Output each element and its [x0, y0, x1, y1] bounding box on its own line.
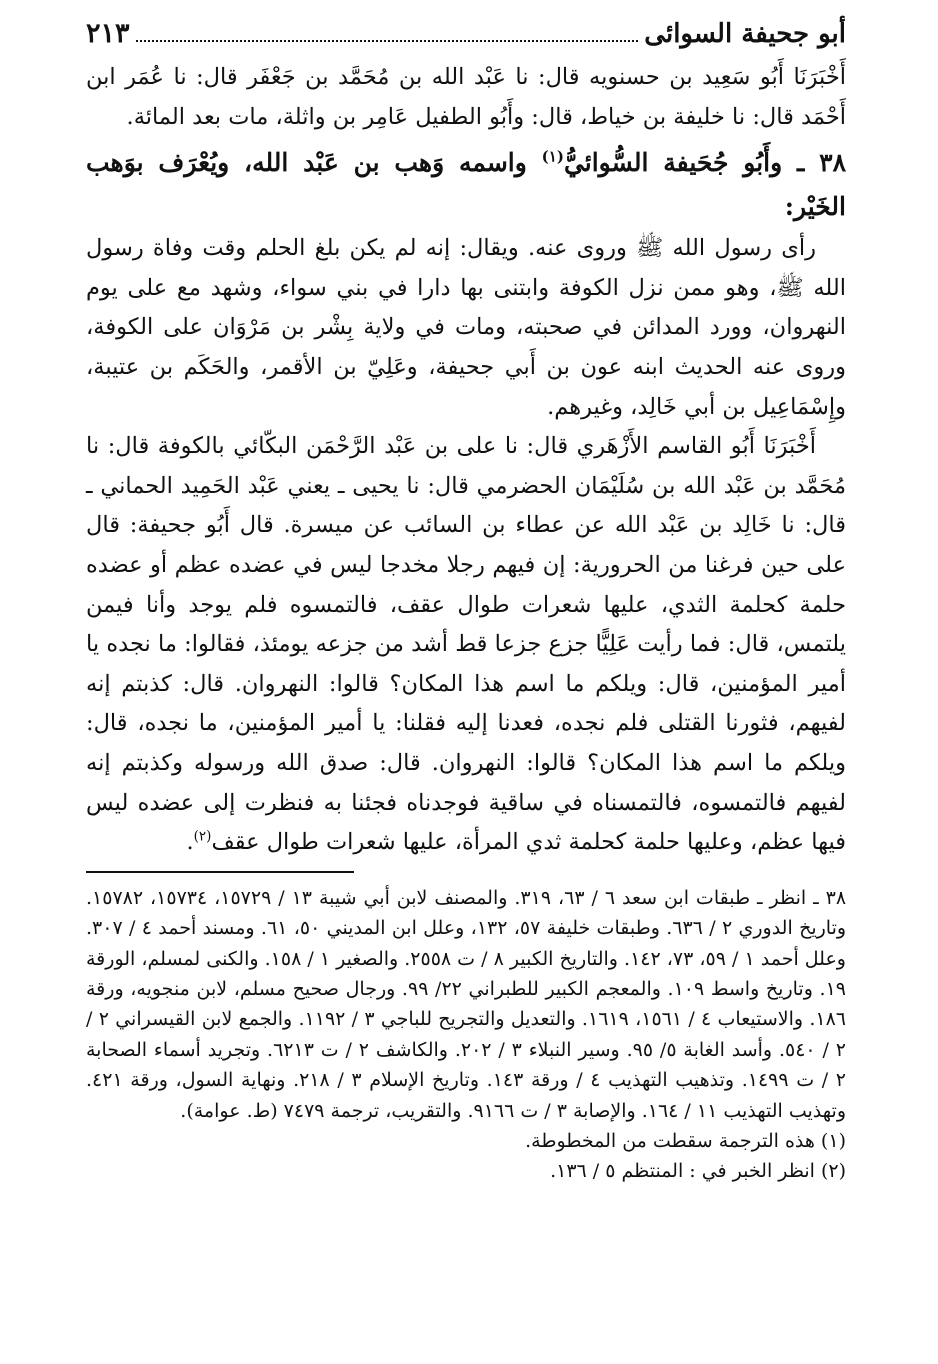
intro-paragraph: أَخْبَرَنَا أَبُو سَعِيد بن حسنويه قال: نا عَبْد الله بن مُحَمَّد بن جَعْفَر قال: نا عُمَر ابن أَحْمَد قال: نا خليفة بن خياط، قال: وأَبُو الطفيل عَامِر بن واثلة، مات بعد المائة.: [86, 64, 846, 130]
biography-paragraph: رأى رسول الله ﷺ وروى عنه. ويقال: إنه لم يكن بلغ الحلم وقت وفاة رسول الله ﷺ، وهو ممن نزل الكوفة وابتنى بها دارا في بني سواء، وشهد مع على يوم النهروان، وورد المدائن في صحبته، ومات في ولاية بِشْر بن مَرْوَان على الكوفة، وروى عنه الحديث ابنه عون بن أَبي جحيفة، وعَلِيّ بن الأقمر، والحَكَم بن عتيبة، وإِسْمَاعِيل بن أبي خَالِد، وغيرهم.: [86, 235, 846, 420]
footnote-ref-1: (١): [541, 147, 564, 166]
book-page: [86, 18, 846, 1187]
hadith-text: أَخْبَرَنَا أَبُو القاسم الأَزْهَري قال: نا على بن عَبْد الرَّحْمَن البكّائي بالكوفة قال: نا مُحَمَّد بن عَبْد الله بن سُلَيْمَان الحضرمي قال: نا يحيى ـ يعني عَبْد الحَمِيد الحماني ـ قال: نا خَالِد بن عَبْد الله عن عطاء بن السائب عن ميسرة. قال أَبُو جحيفة: قال على حين فرغنا من الحرورية: إن فيهم رجلا مخدجا ليس في عضده عظم أو عضده حلمة كحلمة الثدي، عليها شعرات طوال عقف، فالتمسوه فلم يوجد وأنا فيمن يلتمس، قال: فما رأيت عَلِيًّا جزع جزعا قط أشد من جزعه يومئذ، فقالوا: ما نجده يا أمير المؤمنين، قال: ويلكم ما اسم هذا المكان؟ قالوا: النهروان. قال: كذبتم إنه لفيهم، فثورنا القتلى فلم نجده، فعدنا إليه فقلنا: يا أمير المؤمنين، ما نجده، قال: ويلكم ما اسم هذا المكان؟ قالوا: النهروان. قال: صدق الله ورسوله وكذبتم إنه لفيهم فالتمسوه، فالتمسناه في ساقية فوجدناه فجئنا به فنظرت إلى عضده ليس فيها عظم، وعليها حلمة كحلمة ثدي المرأة، عليها شعرات طوال عقف: [86, 433, 846, 856]
hadith-paragraph: [86, 427, 846, 863]
footnote-2: (٢) انظر الخبر في : المنتظم ٥ / ١٣٦.: [550, 1160, 846, 1183]
entry-heading: [86, 141, 846, 229]
hadith-end: .: [186, 829, 194, 856]
page-header: [86, 18, 846, 58]
footnote-ref-2: (٢): [193, 828, 212, 845]
page-number: ٢١٣: [86, 18, 130, 49]
footnote-38: ٣٨ ـ انظر ـ طبقات ابن سعد ٦ / ٦٣، ٣١٩. والمصنف لابن أبي شيبة ١٣ / ١٥٧٢٩، ١٥٧٣٤، ١٥٧٨٢. وتاريخ الدوري ٢ / ٦٣٦. وطبقات خليفة ٥٧، ١٣٢، وعلل ابن المديني ٥٠، ٦١. ومسند أحمد ٤ / ٣٠٧. وعلل أحمد ١ / ٥٩، ٧٣، ١٤٢. والتاريخ الكبير ٨ / ت ٢٥٥٨. والصغير ١ / ١٥٨. والكنى لمسلم، الورقة ١٩. وتاريخ واسط ١٠٩. والمعجم الكبير للطبراني ٢٢/ ٩٩. ورجال صحيح مسلم، لابن منجويه، ورقة ١٨٦. والاستيعاب ٤ / ١٥٦١، ١٦١٩. والتعديل والتجريح للباجي ٣ / ١١٩٢. والجمع لابن القيسراني ٢ / ٢ / ٥٤٠. وأسد الغابة ٥/ ٩٥. وسير النبلاء ٣ / ٢٠٢. والكاشف ٢ / ت ٦٢١٣. وتجريد أسماء الصحابة ٢ / ت ١٤٩٩. وتذهيب التهذيب ٤ / ورقة ١٤٣. وتاريخ الإسلام ٣ / ٢١٨. ونهاية السول، ورقة ٤٢١. وتهذيب التهذيب ١١ / ١٦٤. والإصابة ٣ / ت ٩١٦٦. والتقريب، ترجمة ٧٤٧٩ (ط. عوامة).: [86, 886, 847, 1122]
footnote-separator: [86, 871, 354, 873]
footnote-1: (١) هذه الترجمة سقطت من المخطوطة.: [525, 1129, 846, 1152]
running-title: أبو جحيفة السوائى: [644, 19, 846, 49]
footnotes: [86, 883, 846, 1187]
entry-heading-rest: واسمه وَهب بن عَبْد الله، ويُعْرَف بوَهب الخَيْر:: [86, 148, 846, 222]
entry-heading-main: ٣٨ ـ وأَبُو جُحَيفة السُّوائيُّ: [563, 148, 846, 178]
header-dot-leader: [136, 40, 639, 42]
